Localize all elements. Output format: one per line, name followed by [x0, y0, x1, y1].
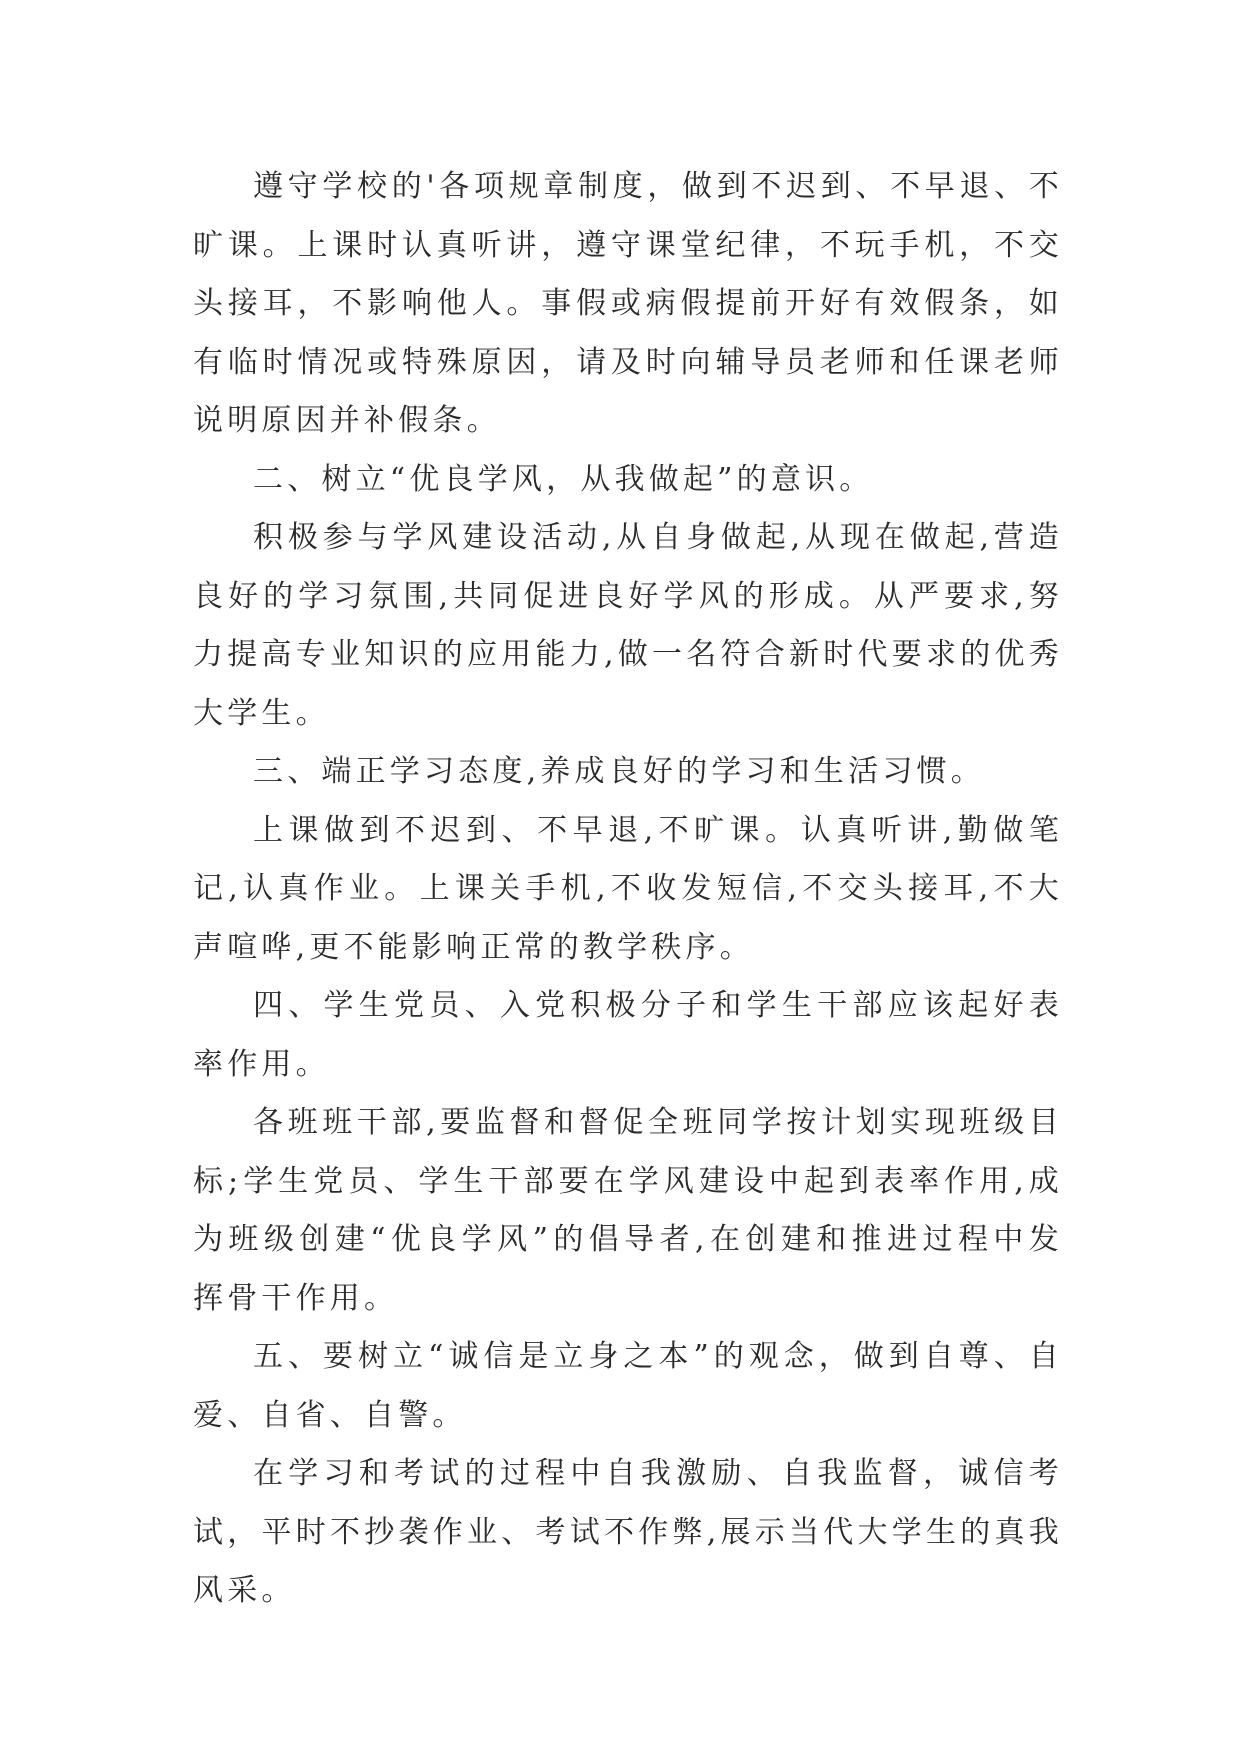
section-heading: 二、树立“优良学风，从我做起”的意识。: [253, 461, 874, 497]
paragraph: 上课做到不迟到、不早退,不旷课。认真听讲,勤做笔记,认真作业。上课关手机,不收发短信,不交头接耳,不大声喧哗,更不能影响正常的教学秩序。: [193, 812, 1063, 965]
section-heading: 五、要树立“诚信是立身之本”的观念，做到自尊、自爱、自省、自警。: [193, 1339, 1063, 1433]
document-body: [193, 158, 1063, 1621]
paragraph: 积极参与学风建设活动,从自身做起,从现在做起,营造良好的学习氛围,共同促进良好学风的形成。从严要求,努力提高专业知识的应用能力,做一名符合新时代要求的优秀大学生。: [193, 520, 1063, 731]
section-heading: 三、端正学习态度,养成良好的学习和生活习惯。: [253, 754, 985, 789]
paragraph: 遵守学校的'各项规章制度，做到不迟到、不早退、不旷课。上课时认真听讲，遵守课堂纪律，不玩手机，不交头接耳，不影响他人。事假或病假提前开好有效假条，如有临时情况或特殊原因，请及时向辅导员老师和任课老师说明原因并补假条。: [193, 169, 1063, 438]
paragraph: 在学习和考试的过程中自我激励、自我监督，诚信考试，平时不抄袭作业、考试不作弊,展示当代大学生的真我风采。: [193, 1456, 1063, 1608]
paragraph: 各班班干部,要监督和督促全班同学按计划实现班级目标;学生党员、学生干部要在学风建设中起到表率作用,成为班级创建“优良学风”的倡导者,在创建和推进过程中发挥骨干作用。: [193, 1105, 1063, 1316]
section-heading: 四、学生党员、入党积极分子和学生干部应该起好表率作用。: [193, 988, 1063, 1082]
